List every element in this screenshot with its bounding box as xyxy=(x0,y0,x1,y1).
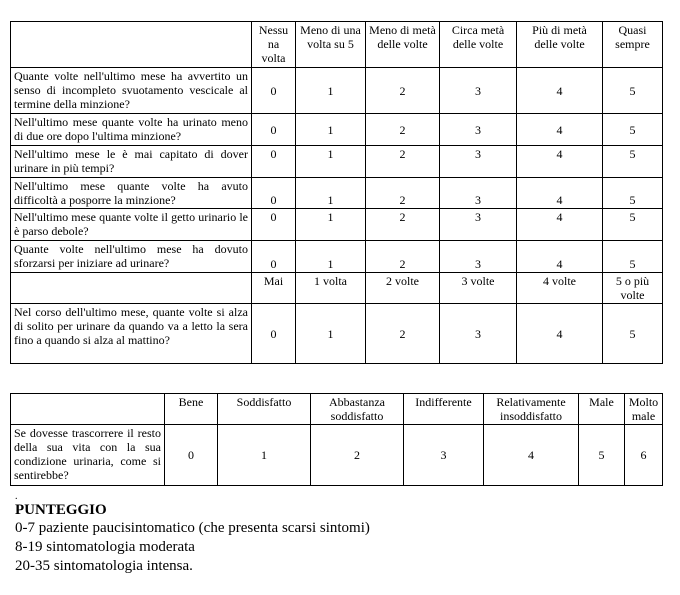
score-cell: 5 xyxy=(603,209,663,241)
score-cell: 5 xyxy=(603,178,663,209)
score-cell: 2 xyxy=(366,114,440,146)
score-cell: 2 xyxy=(366,146,440,178)
score-cell: 1 xyxy=(296,146,366,178)
score-cell: 3 xyxy=(440,68,517,114)
question-cell: Quante volte nell'ultimo mese ha avvertito un senso di incompleto svuotamento vescicale al termine della minzione? xyxy=(11,68,252,114)
question-cell: Nell'ultimo mese quante volte il getto urinario le è parso debole? xyxy=(11,209,252,241)
score-legend xyxy=(15,501,370,576)
table-row xyxy=(11,68,663,114)
score-cell: 2 xyxy=(311,425,404,486)
score-cell: 1 xyxy=(218,425,311,486)
table-row xyxy=(11,146,663,178)
table-header-row xyxy=(11,394,663,425)
score-cell: 3 xyxy=(440,241,517,273)
column-header: Molto male xyxy=(625,394,663,425)
score-cell: 0 xyxy=(252,114,296,146)
question-cell: Quante volte nell'ultimo mese ha dovuto sforzarsi per iniziare ad urinare? xyxy=(11,241,252,273)
score-range-line: 20-35 sintomatologia intensa. xyxy=(15,558,193,574)
score-cell: 2 xyxy=(366,209,440,241)
score-cell: 5 xyxy=(603,241,663,273)
table-row xyxy=(11,178,663,209)
column-header: 3 volte xyxy=(440,273,517,304)
column-header: 4 volte xyxy=(517,273,603,304)
score-cell: 0 xyxy=(252,178,296,209)
column-header: Quasi sempre xyxy=(603,22,663,68)
question-cell: Nel corso dell'ultimo mese, quante volte si alza di solito per urinare da quando va a letto la sera fino a quando si alza al mattino? xyxy=(11,304,252,364)
score-cell: 4 xyxy=(517,241,603,273)
score-cell: 1 xyxy=(296,209,366,241)
question-cell: Nell'ultimo mese le è mai capitato di dover urinare in più tempi? xyxy=(11,146,252,178)
score-cell: 4 xyxy=(484,425,579,486)
column-header: Bene xyxy=(165,394,218,425)
score-cell: 5 xyxy=(579,425,625,486)
score-cell: 3 xyxy=(440,146,517,178)
score-cell: 0 xyxy=(252,209,296,241)
score-cell: 4 xyxy=(517,114,603,146)
score-cell: 0 xyxy=(252,304,296,364)
header-empty-cell xyxy=(11,394,165,425)
score-cell: 5 xyxy=(603,114,663,146)
question-cell: Nell'ultimo mese quante volte ha urinato meno di due ore dopo l'ultima minzione? xyxy=(11,114,252,146)
column-header: Indifferente xyxy=(404,394,484,425)
score-title: PUNTEGGIO xyxy=(15,502,107,518)
score-cell: 2 xyxy=(366,241,440,273)
column-header: Male xyxy=(579,394,625,425)
stray-dot: . xyxy=(15,491,18,502)
score-range-line: 0-7 paziente paucisintomatico (che presenta scarsi sintomi) xyxy=(15,520,370,536)
score-cell: 2 xyxy=(366,304,440,364)
column-header: Abbastanza soddisfatto xyxy=(311,394,404,425)
table-header-row xyxy=(11,22,663,68)
score-cell: 5 xyxy=(603,68,663,114)
score-cell: 1 xyxy=(296,68,366,114)
score-cell: 4 xyxy=(517,209,603,241)
column-header: Soddisfatto xyxy=(218,394,311,425)
column-header: Relativamente insoddisfatto xyxy=(484,394,579,425)
header-empty-cell xyxy=(11,22,252,68)
score-cell: 3 xyxy=(440,304,517,364)
question-cell: Se dovesse trascorrere il resto della sua vita con la sua condizione urinaria, come si sentirebbe? xyxy=(11,425,165,486)
table-row xyxy=(11,114,663,146)
table-row xyxy=(11,241,663,273)
score-range-line: 8-19 sintomatologia moderata xyxy=(15,539,195,555)
question-cell: Nell'ultimo mese quante volte ha avuto difficoltà a posporre la minzione? xyxy=(11,178,252,209)
score-cell: 1 xyxy=(296,114,366,146)
score-cell: 3 xyxy=(404,425,484,486)
table-subheader-row xyxy=(11,273,663,304)
column-header: Nessu na volta xyxy=(252,22,296,68)
score-cell: 1 xyxy=(296,304,366,364)
quality-of-life-table xyxy=(10,393,663,486)
table-row xyxy=(11,304,663,364)
table-row xyxy=(11,209,663,241)
score-cell: 1 xyxy=(296,241,366,273)
score-cell: 5 xyxy=(603,304,663,364)
score-cell: 0 xyxy=(252,68,296,114)
score-cell: 2 xyxy=(366,68,440,114)
score-cell: 1 xyxy=(296,178,366,209)
score-cell: 4 xyxy=(517,146,603,178)
ipss-symptom-table xyxy=(10,21,663,364)
table-row xyxy=(11,425,663,486)
column-header: 2 volte xyxy=(366,273,440,304)
score-cell: 4 xyxy=(517,304,603,364)
column-header: 5 o più volte xyxy=(603,273,663,304)
column-header: Meno di una volta su 5 xyxy=(296,22,366,68)
score-cell: 3 xyxy=(440,178,517,209)
score-cell: 3 xyxy=(440,114,517,146)
column-header: Meno di metà delle volte xyxy=(366,22,440,68)
column-header: Mai xyxy=(252,273,296,304)
score-cell: 0 xyxy=(252,241,296,273)
score-cell: 3 xyxy=(440,209,517,241)
subheader-empty-cell xyxy=(11,273,252,304)
score-cell: 5 xyxy=(603,146,663,178)
score-cell: 6 xyxy=(625,425,663,486)
score-cell: 4 xyxy=(517,68,603,114)
score-cell: 0 xyxy=(165,425,218,486)
score-cell: 2 xyxy=(366,178,440,209)
score-cell: 0 xyxy=(252,146,296,178)
column-header: Circa metà delle volte xyxy=(440,22,517,68)
column-header: 1 volta xyxy=(296,273,366,304)
score-cell: 4 xyxy=(517,178,603,209)
column-header: Più di metà delle volte xyxy=(517,22,603,68)
